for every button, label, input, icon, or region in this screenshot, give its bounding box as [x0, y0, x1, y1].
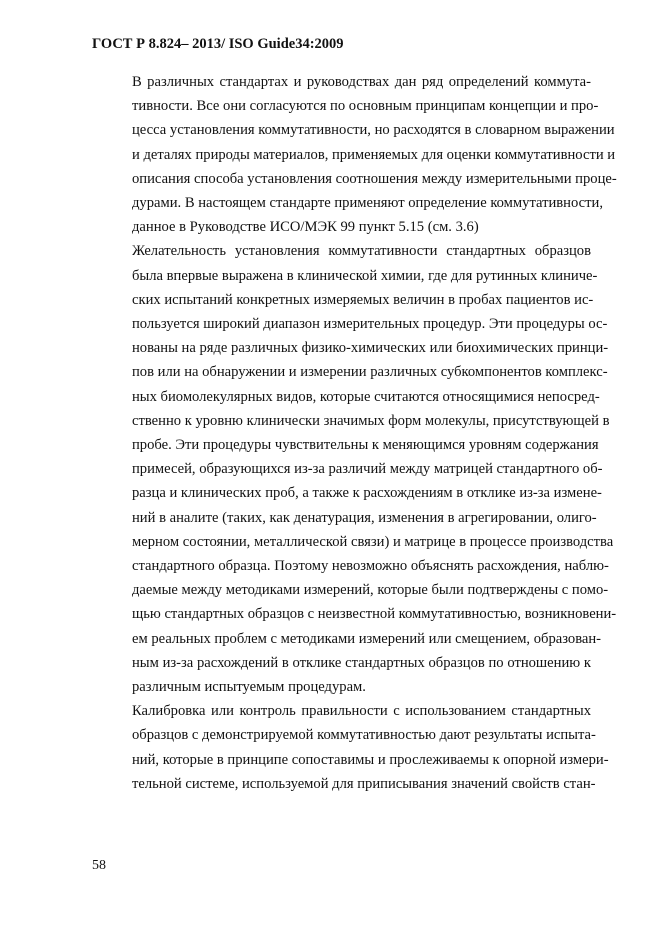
paragraph-3 [92, 699, 609, 796]
text-line: ных биомолекулярных видов, которые считаются относящимися непосред- [132, 388, 600, 405]
text-line: дурами. В настоящем стандарте применяют определение коммутативности, [132, 195, 603, 212]
text-line: ем реальных проблем с методиками измерений или смещением, образован- [132, 630, 602, 647]
text-line: ских испытаний конкретных измеряемых величин в пробах пациентов ис- [132, 291, 594, 308]
text-line: ний, которые в принципе сопоставимы и прослеживаемы к опорной измери- [132, 751, 609, 768]
text-line: данное в Руководстве ИСО/МЭК 99 пункт 5.15 (см. 3.6) [132, 219, 479, 236]
text-line: была впервые выражена в клинической химии, где для рутинных клиниче- [132, 267, 598, 284]
text-line: цесса установления коммутативности, но расходятся в словарном выражении [132, 122, 615, 139]
document-header: ГОСТ Р 8.824– 2013/ ISO Guide34:2009 [92, 36, 344, 52]
text-line: стандартного образца. Поэтому невозможно объяснять расхождения, наблю- [132, 558, 609, 575]
text-line: мерном состоянии, металлической связи) и матрице в процессе производства [132, 533, 614, 550]
text-line: нованы на ряде различных физико-химических или биохимических принци- [132, 340, 609, 357]
text-line: ным из-за расхождений в отклике стандартных образцов по отношению к [132, 654, 591, 671]
text-line: даемые между методиками измерений, которые были подтверждены с помо- [132, 582, 609, 599]
text-line: образцов с демонстрируемой коммутативностью дают результаты испыта- [132, 727, 596, 744]
text-line: различным испытуемым процедурам. [132, 679, 366, 696]
text-line: ний в аналите (таких, как денатурация, изменения в агрегировании, олиго- [132, 509, 597, 526]
text-line: Желательность установления коммутативности стандартных образцов [132, 243, 591, 260]
text-line: тельной системе, используемой для приписывания значений свойств стан- [132, 775, 596, 792]
text-line: В различных стандартах и руководствах дан ряд определений коммута- [132, 74, 591, 90]
text-line: пробе. Эти процедуры чувствительны к меняющимся уровням содержания [132, 437, 599, 454]
text-line: щью стандартных образцов с неизвестной коммутативностью, возникновени- [132, 606, 617, 623]
text-line: тивности. Все они согласуются по основным принципам концепции и про- [132, 98, 599, 115]
text-line: описания способа установления соотношения между измерительными проце- [132, 170, 617, 187]
text-line: разца и клинических проб, а также к расхождениям в отклике из-за измене- [132, 485, 602, 502]
text-line: ственно к уровню клинически значимых форм молекулы, присутствующей в [132, 412, 610, 429]
text-line: пользуется широкий диапазон измерительных процедур. Эти процедуры ос- [132, 316, 608, 333]
text-line: пов или на обнаружении и измерении различных субкомпонентов комплекс- [132, 364, 608, 381]
paragraph-1 [92, 70, 617, 239]
text-line: примесей, образующихся из-за различий между матрицей стандартного об- [132, 461, 603, 478]
page-number: 58 [92, 858, 106, 873]
paragraph-2 [92, 239, 617, 699]
text-line: Калибровка или контроль правильности с использованием стандартных [132, 703, 591, 720]
text-line: и деталях природы материалов, применяемых для оценки коммутативности и [132, 146, 616, 163]
document-body [92, 70, 617, 796]
